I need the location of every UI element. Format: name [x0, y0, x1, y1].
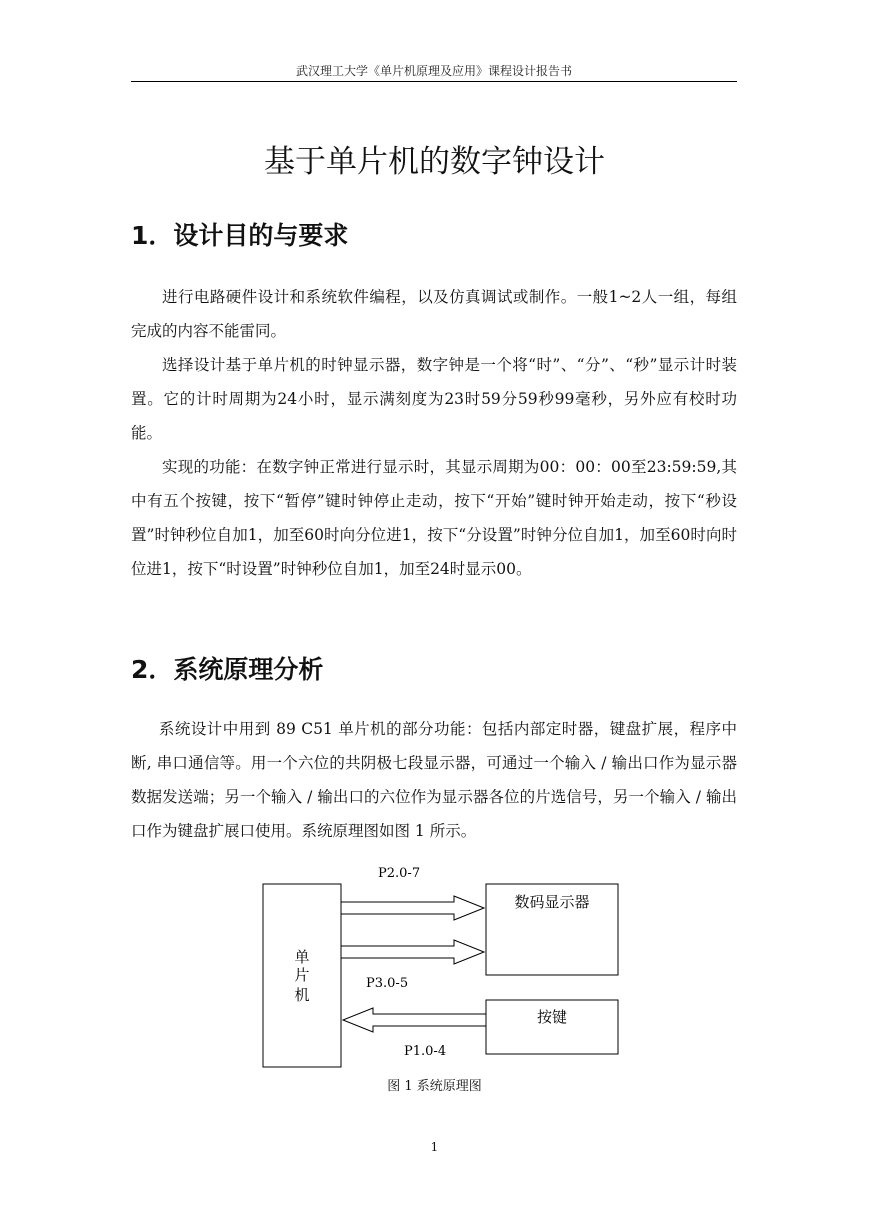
- figure-caption: 图 1 系统原理图: [387, 1079, 482, 1094]
- keys-label: 按键: [536, 1008, 568, 1026]
- section-heading-2: 2．系统原理分析: [131, 655, 324, 684]
- display-label: 数码显示器: [514, 893, 590, 911]
- running-header: 武汉理工大学《单片机原理及应用》课程设计报告书: [295, 64, 572, 78]
- paragraph: 选择设计基于单片机的时钟显示器，数字钟是一个将“时”、“分”、“秒”显示计时装置。它的计时周期为24小时，显示满刻度为23时59分59秒99毫秒，另外应有校时功能。: [131, 356, 738, 442]
- arrow-p2: [341, 896, 484, 920]
- section-heading-1: 1．设计目的与要求: [131, 221, 349, 250]
- mcu-label-1: 单: [294, 948, 310, 966]
- arrow-p1: [343, 1008, 486, 1032]
- paragraph: 系统设计中用到 89 C51 单片机的部分功能：包括内部定时器，键盘扩展，程序中断, 串口通信等。用一个六位的共阴极七段显示器，可通过一个输入 / 输出口作为显示器数据发送端；另一个输入 / 输出口的六位作为显示器各位的片选信号，另一个输入 / 输出口作为键盘扩展口使用。系统原理图如图 1 所示。: [131, 720, 737, 840]
- document-title: 基于单片机的数字钟设计: [264, 144, 605, 180]
- paragraph: 进行电路硬件设计和系统软件编程，以及仿真调试或制作。一般1~2人一组，每组完成的内容不能雷同。: [131, 288, 737, 340]
- system-diagram: [258, 862, 628, 1072]
- port-p1-label: P1.0-4: [404, 1044, 447, 1059]
- paragraph: 实现的功能：在数字钟正常进行显示时，其显示周期为00：00：00至23:59:59,其中有五个按键，按下“暂停”键时钟停止走动，按下“开始”键时钟开始走动，按下“秒设置”时钟秒位自加1，加至60时向分位进1，按下“分设置”时钟分位自加1，加至60时向时位进1，按下“时设置”时钟秒位自加1，加至24时显示00。: [131, 458, 737, 578]
- mcu-label-2: 片: [294, 966, 310, 984]
- arrow-p3: [341, 940, 484, 964]
- page-number: 1: [430, 1140, 439, 1154]
- port-p3-label: P3.0-5: [366, 976, 409, 991]
- port-p2-label: P2.0-7: [378, 866, 421, 881]
- mcu-label-3: 机: [294, 986, 310, 1004]
- header-rule: [131, 81, 737, 82]
